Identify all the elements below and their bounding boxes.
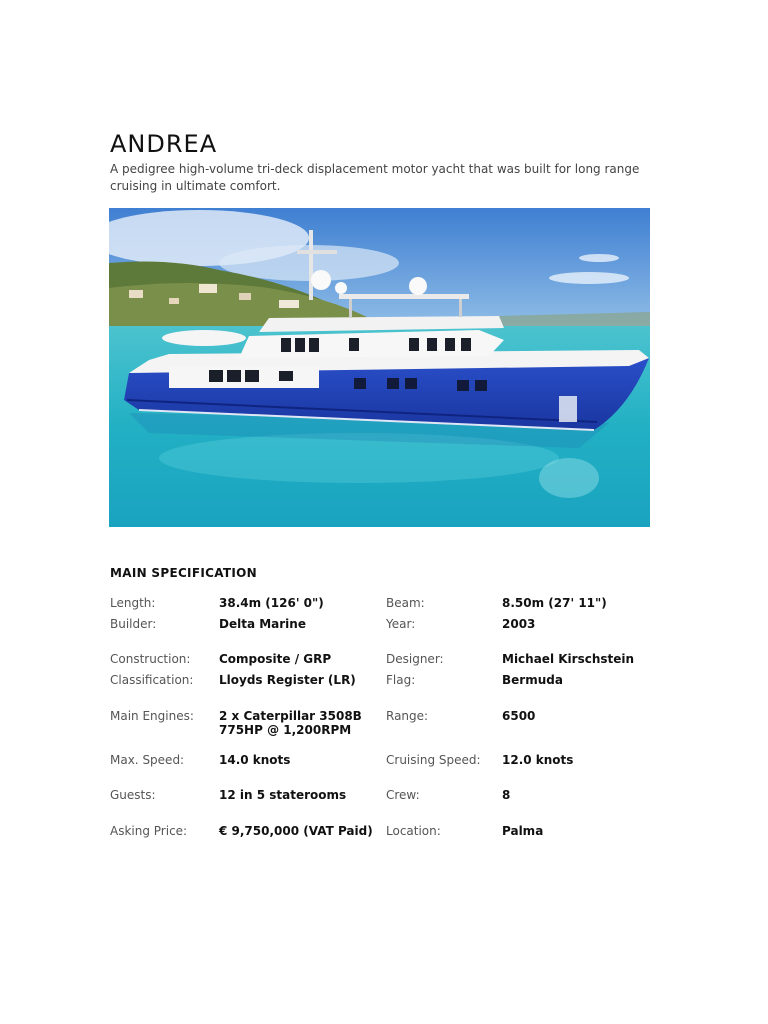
spec-heading: MAIN SPECIFICATION: [110, 566, 257, 580]
spec-value: 2003: [502, 617, 536, 631]
spec-value: 12.0 knots: [502, 753, 574, 767]
spec-row: [110, 709, 670, 741]
spec-value: Bermuda: [502, 673, 563, 687]
spec-row: [110, 788, 670, 820]
spec-label: Year:: [386, 617, 416, 631]
spec-value: 6500: [502, 709, 536, 723]
spec-value: Composite / GRP: [219, 652, 332, 666]
spec-value: Michael Kirschstein: [502, 652, 635, 666]
spec-value: 2 x Caterpillar 3508B 775HP @ 1,200RPM: [219, 709, 362, 737]
spec-label: Guests:: [110, 788, 156, 802]
spec-value: 12 in 5 staterooms: [219, 788, 347, 802]
spec-label: Main Engines:: [110, 709, 194, 723]
spec-label: Builder:: [110, 617, 157, 631]
spec-value: Palma: [502, 824, 544, 838]
spec-label: Cruising Speed:: [386, 753, 481, 767]
spec-label: Max. Speed:: [110, 753, 185, 767]
spec-label: Classification:: [110, 673, 194, 687]
page-subtitle: A pedigree high-volume tri-deck displacement motor yacht that was built for long range cruising in ultimate comfort.: [110, 162, 640, 193]
spec-value: 8.50m (27' 11"): [502, 596, 607, 610]
spec-label: Length:: [110, 596, 156, 610]
spec-value: Lloyds Register (LR): [219, 673, 356, 687]
spec-label: Crew:: [386, 788, 420, 802]
spec-value: 8: [502, 788, 511, 802]
spec-value: 38.4m (126' 0"): [219, 596, 324, 610]
spec-row: [110, 753, 670, 785]
spec-label: Range:: [386, 709, 429, 723]
spec-label: Asking Price:: [110, 824, 188, 838]
spec-label: Designer:: [386, 652, 444, 666]
spec-label: Location:: [386, 824, 441, 838]
spec-row: [110, 617, 670, 649]
page-title: ANDREA: [110, 130, 218, 158]
spec-value: € 9,750,000 (VAT Paid): [219, 824, 373, 838]
spec-value: 14.0 knots: [219, 753, 291, 767]
spec-row: [110, 673, 670, 705]
spec-row: [110, 824, 670, 856]
spec-label: Construction:: [110, 652, 191, 666]
spec-label: Beam:: [386, 596, 425, 610]
spec-value: Delta Marine: [219, 617, 306, 631]
spec-label: Flag:: [386, 673, 416, 687]
yacht-photo: [109, 208, 650, 527]
